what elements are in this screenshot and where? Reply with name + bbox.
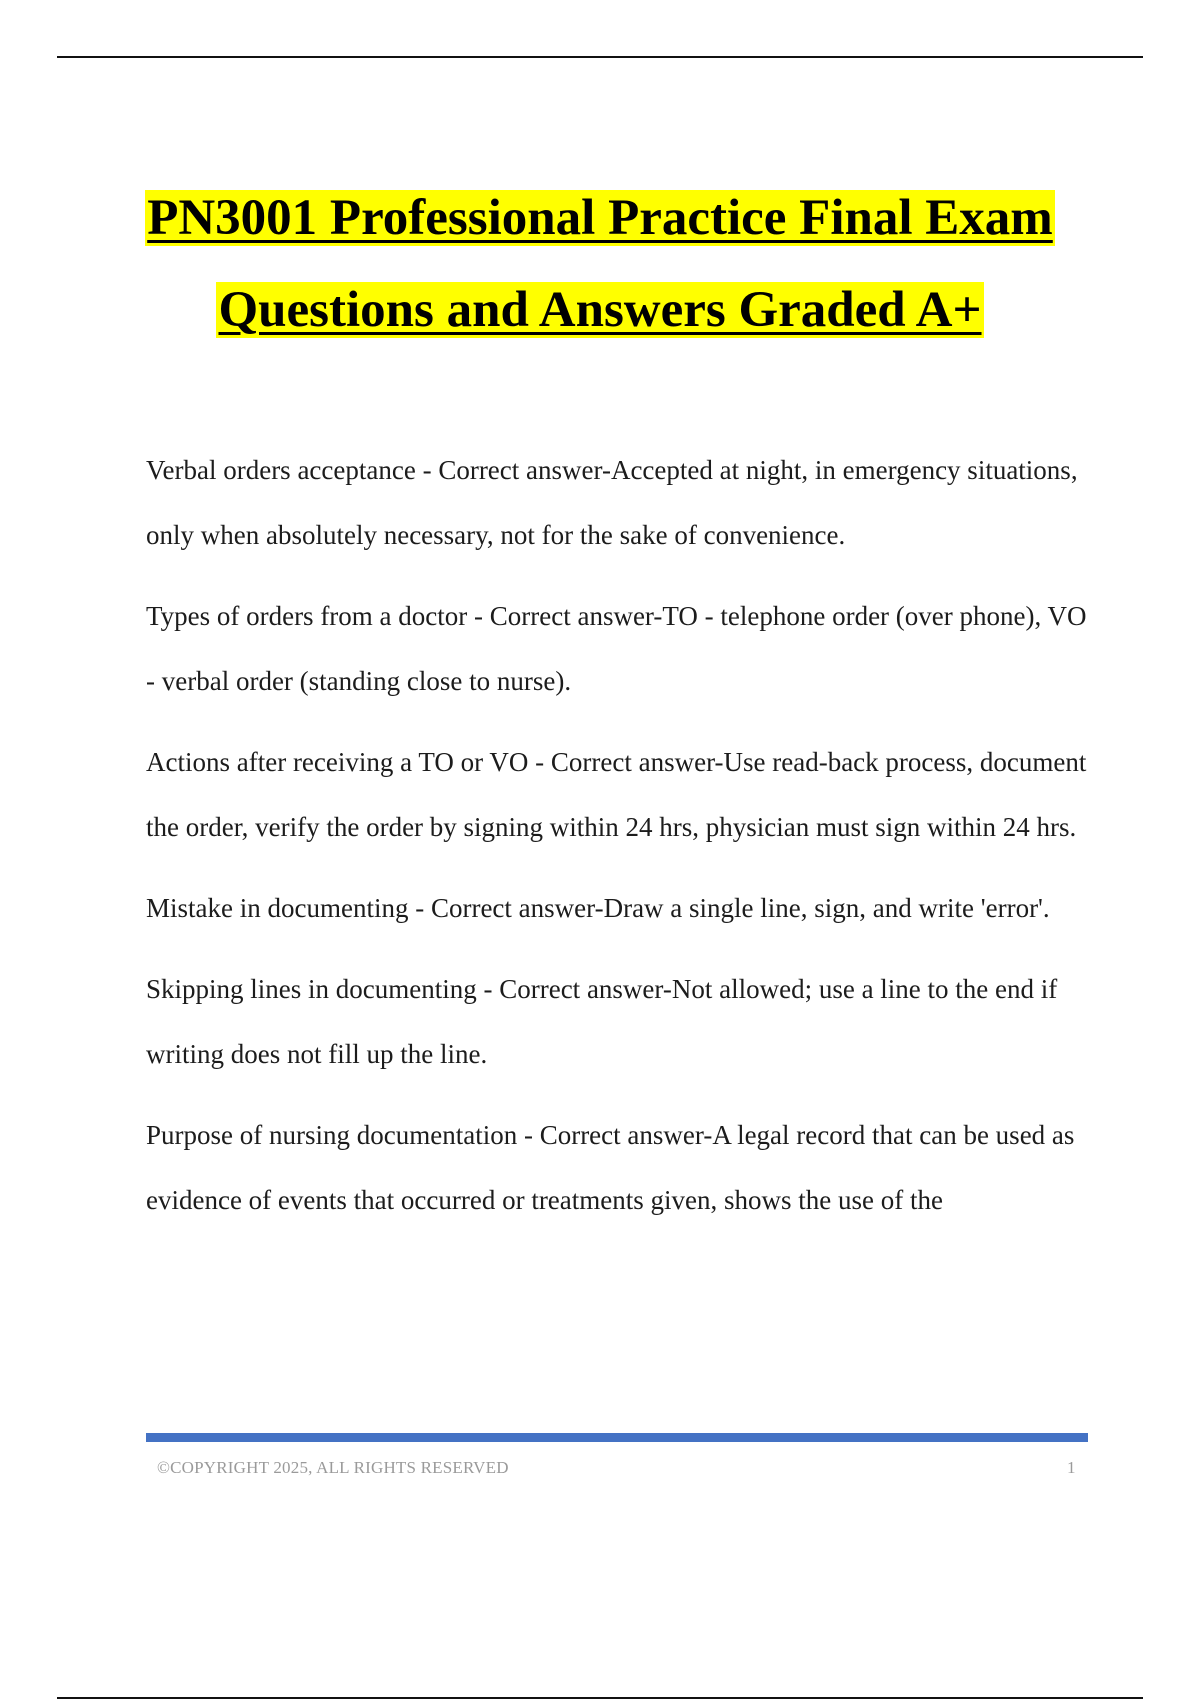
title-line-2-wrap	[0, 264, 1200, 356]
title-line-1-wrap	[0, 172, 1200, 264]
footer-page-number: 1	[1067, 1458, 1076, 1477]
document-title	[0, 172, 1200, 356]
footer-copyright: ©COPYRIGHT 2025, ALL RIGHTS RESERVED	[157, 1458, 509, 1477]
qa-list	[146, 438, 1096, 1249]
top-rule	[57, 56, 1143, 58]
qa-item-mistake-in-documenting: Mistake in documenting - Correct answer-Draw a single line, sign, and write 'error'.	[146, 893, 1050, 923]
qa-item-skipping-lines: Skipping lines in documenting - Correct answer-Not allowed; use a line to the end if writing does not fill up the line.	[146, 974, 1058, 1069]
qa-item-purpose-of-documentation: Purpose of nursing documentation - Correct answer-A legal record that can be used as evidence of events that occurred or treatments given, shows the use of the	[146, 1120, 1075, 1215]
title-line-2: Questions and Answers Graded A+	[218, 282, 982, 338]
qa-item-actions-after-order: Actions after receiving a TO or VO - Correct answer-Use read-back process, document the order, verify the order by signing within 24 hrs, physician must sign within 24 hrs.	[146, 747, 1087, 842]
bottom-rule	[57, 1697, 1143, 1699]
qa-item-types-of-orders: Types of orders from a doctor - Correct answer-TO - telephone order (over phone), VO - verbal order (standing close to nurse).	[146, 601, 1087, 696]
footer-bar	[146, 1433, 1088, 1442]
title-line-1: PN3001 Professional Practice Final Exam	[147, 190, 1053, 246]
qa-item-verbal-orders-acceptance: Verbal orders acceptance - Correct answer-Accepted at night, in emergency situations, only when absolutely necessary, not for the sake of convenience.	[146, 455, 1078, 550]
